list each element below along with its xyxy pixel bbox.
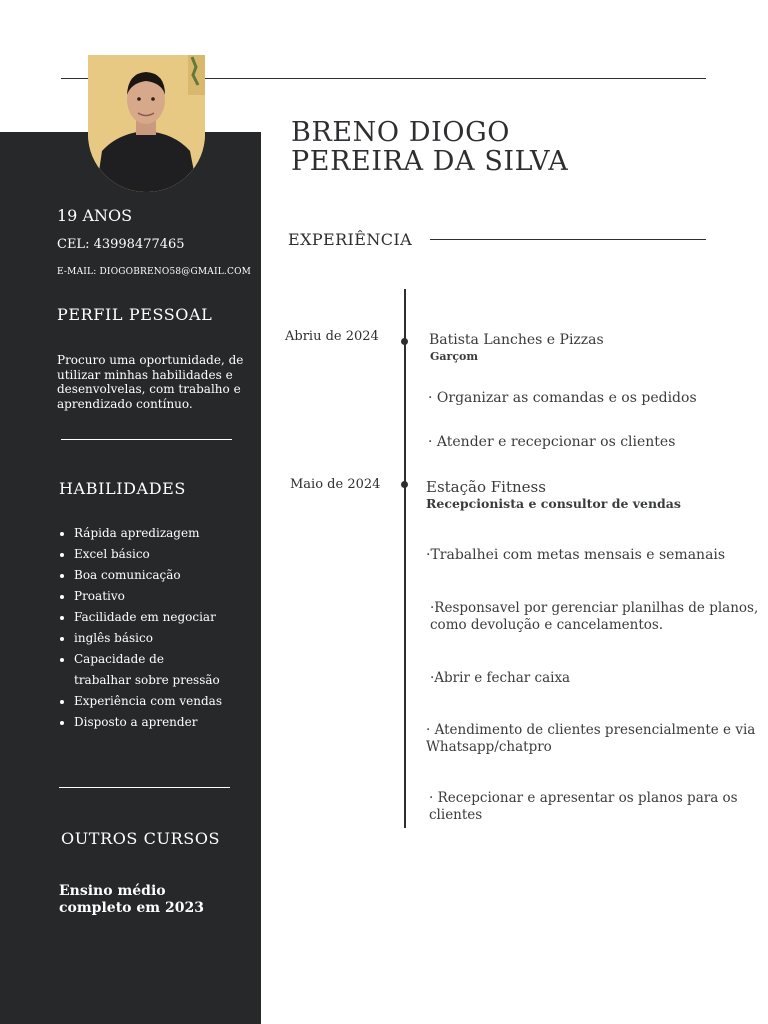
experience-divider (430, 239, 706, 240)
skills-list (57, 523, 259, 733)
job-bullet: · Recepcionar e apresentar os planos para os clientes (429, 790, 738, 823)
profile-heading: PERFIL PESSOAL (57, 305, 213, 324)
skill-item: • Rápida apredizagem (74, 523, 259, 544)
job-bullet: · Atender e recepcionar os clientes (428, 434, 676, 450)
skill-item: • Capacidade de trabalhar sobre pressão (74, 649, 224, 691)
job-date: Abriu de 2024 (285, 329, 379, 344)
courses-heading: OUTROS CURSOS (61, 829, 221, 848)
skill-item: • Facilidade em negociar (74, 607, 259, 628)
skill-item: • Disposto a aprender (74, 712, 259, 733)
skill-item: • inglês básico (74, 628, 259, 649)
skill-item: • Proativo (74, 586, 259, 607)
name-line: PEREIRA DA SILVA (291, 146, 569, 177)
timeline-dot (401, 481, 408, 488)
sidebar-divider (59, 787, 230, 788)
job-bullet: ·Responsavel por gerenciar planilhas de planos, como devolução e cancelamentos. (430, 600, 759, 633)
job-role: Garçom (430, 350, 478, 363)
timeline-dot (401, 338, 408, 345)
job-company: Batista Lanches e Pizzas (429, 332, 604, 348)
timeline-line (404, 289, 406, 828)
skill-item: • Boa comunicação (74, 565, 259, 586)
job-role: Recepcionista e consultor de vendas (426, 496, 681, 511)
job-bullet: · Organizar as comandas e os pedidos (428, 390, 697, 406)
profile-text: Procuro uma oportunidade, de utilizar minhas habilidades e desenvolvelas, com trabalho e aprendizado contínuo. (57, 353, 244, 411)
phone-number: CEL: 43998477465 (57, 237, 185, 252)
age: 19 ANOS (57, 206, 133, 225)
experience-heading: EXPERIÊNCIA (288, 230, 413, 249)
skill-item: • Experiência com vendas (74, 691, 259, 712)
name-line: BRENO DIOGO (291, 117, 510, 148)
full-name (291, 118, 568, 176)
job-bullet: ·Trabalhei com metas mensais e semanais (426, 547, 726, 563)
job-bullet: · Atendimento de clientes presencialmente e via Whatsapp/chatpro (426, 722, 756, 755)
sidebar-divider (61, 439, 232, 440)
courses-text: Ensino médio completo em 2023 (59, 883, 204, 916)
skills-heading: HABILIDADES (59, 479, 186, 498)
email-address: E-MAIL: DIOGOBRENO58@GMAIL.COM (57, 267, 252, 277)
skill-item: • Excel básico (74, 544, 259, 565)
profile-photo (88, 55, 205, 192)
job-bullet: ·Abrir e fechar caixa (430, 670, 571, 686)
job-company: Estação Fitness (426, 478, 546, 496)
job-date: Maio de 2024 (290, 477, 381, 492)
